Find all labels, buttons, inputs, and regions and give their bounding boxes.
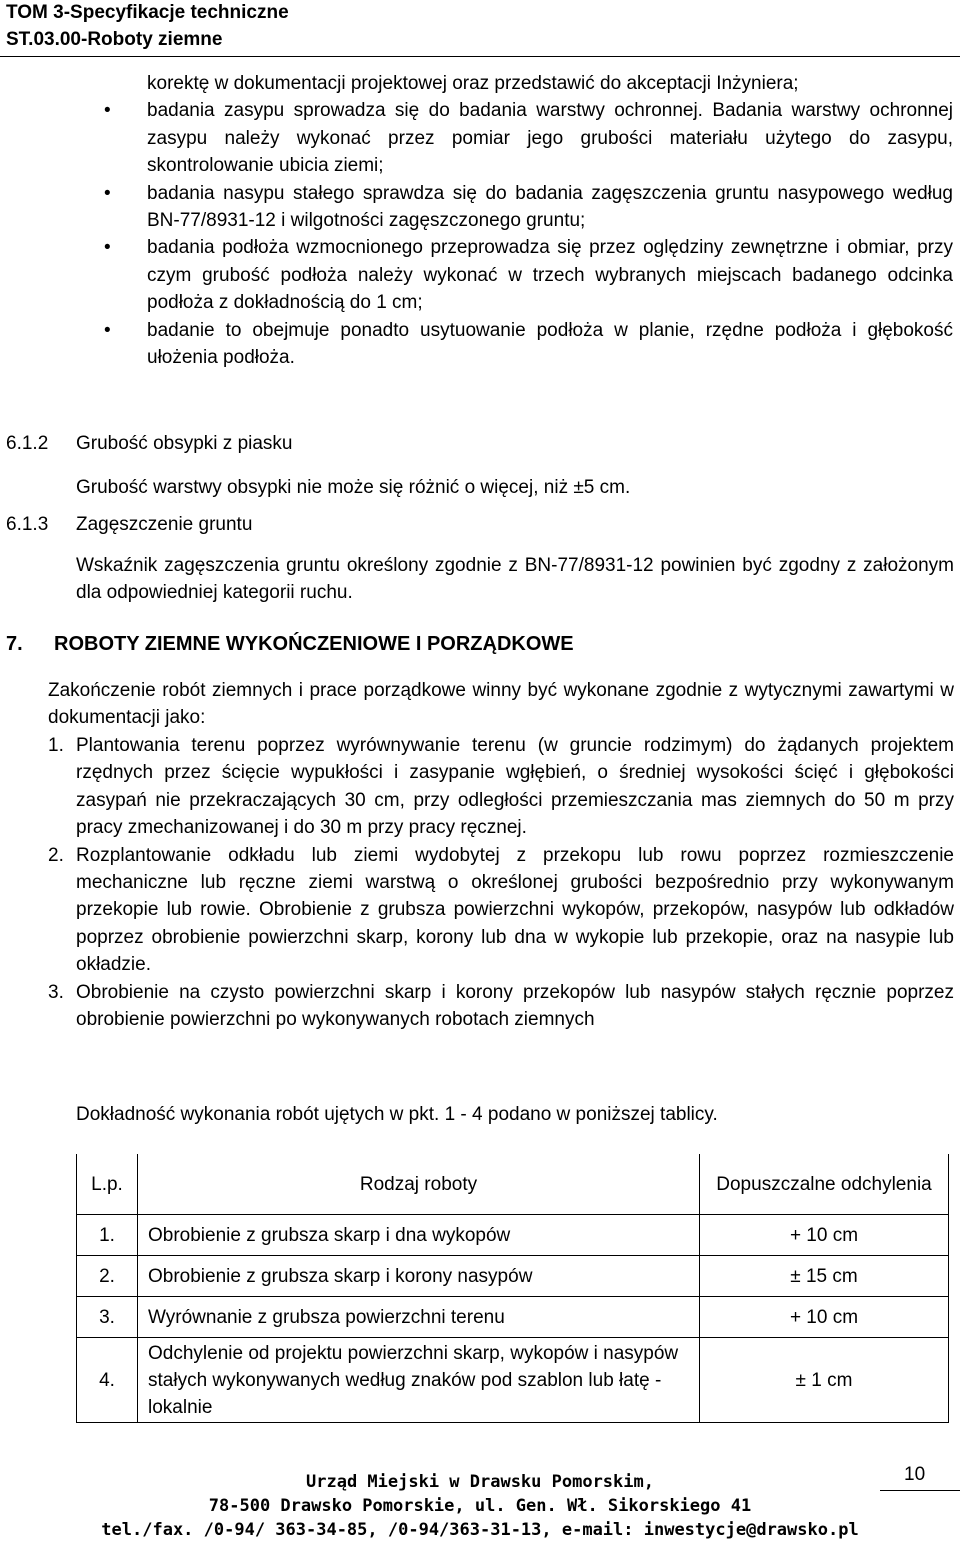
list-number: 1. bbox=[48, 735, 64, 756]
list-number: 3. bbox=[48, 981, 64, 1003]
numbered-list bbox=[48, 732, 954, 1033]
list-item bbox=[48, 842, 954, 979]
table-header-cell: L.p. bbox=[77, 1154, 138, 1215]
table-cell: 2. bbox=[77, 1256, 138, 1297]
table-cell: ± 15 cm bbox=[700, 1256, 949, 1297]
list-item bbox=[147, 70, 953, 97]
list-number: 2. bbox=[48, 844, 64, 866]
table-cell: 4. bbox=[77, 1338, 138, 1423]
paragraph: Dokładność wykonania robót ujętych w pkt. 1 - 4 podano w poniższej tablicy. bbox=[76, 1104, 718, 1125]
list-item bbox=[104, 234, 953, 316]
paragraph: Grubość warstwy obsypki nie może się różnić o więcej, niż ±5 cm. bbox=[76, 477, 631, 498]
table-row bbox=[77, 1338, 949, 1423]
paragraph: Wskaźnik zagęszczenia gruntu określony zgodnie z BN-77/8931-12 powinien być zgodny z założonym dla odpowiedniej kategorii ruchu. bbox=[76, 555, 954, 604]
table-row bbox=[77, 1297, 949, 1338]
list-item-text: Obrobienie na czysto powierzchni skarp i korony przekopów lub nasypów stałych ręcznie poprzez obrobienie powierzchni po wykonywanych robotach ziemnych bbox=[76, 981, 954, 1031]
table-header-cell: Dopuszczalne odchylenia bbox=[700, 1154, 949, 1215]
table-header-row bbox=[77, 1154, 949, 1215]
footer-address: 78-500 Drawsko Pomorskie, ul. Gen. Wł. Sikorskiego 41 bbox=[208, 1496, 752, 1516]
table-cell: Obrobienie z grubsza skarp i korony nasypów bbox=[138, 1256, 700, 1297]
table-cell: + 10 cm bbox=[700, 1297, 949, 1338]
section-number: 6.1.3 bbox=[6, 514, 49, 535]
footer-contact: tel./fax. /0-94/ 363-34-85, /0-94/363-31-13, e-mail: inwestycje@drawsko.pl bbox=[101, 1520, 859, 1540]
bullet-marker: • bbox=[104, 182, 111, 204]
bullet-marker: • bbox=[104, 237, 111, 259]
list-item-text: badanie to obejmuje ponadto usytuowanie podłoża w planie, rzędne podłoża i głębokość ułożenia podłoża. bbox=[147, 319, 953, 369]
table-cell: + 10 cm bbox=[700, 1215, 949, 1256]
section-heading: Zagęszczenie gruntu bbox=[76, 514, 253, 535]
list-item bbox=[104, 180, 953, 235]
list-item bbox=[104, 97, 953, 179]
table-row bbox=[77, 1256, 949, 1297]
chapter-title: ROBOTY ZIEMNE WYKOŃCZENIOWE I PORZĄDKOWE bbox=[54, 633, 574, 655]
table-cell: 1. bbox=[77, 1215, 138, 1256]
list-item-text: Rozplantowanie odkładu lub ziemi wydobytej z przekopu lub rowu poprzez rozmieszczenie mechaniczne lub ręczne ziemi warstwą o określonej grubości bezpośrednio przy wykonywanym przekopie lub rowie. Obrobienie z grubsza powierzchni wykopów, przekopów, nasypów lub odkładów poprzez obrobienie powierzchni skarp, korony lub dna w wykopie lub przekopie, oraz na nasypie lub okładzie. bbox=[76, 844, 954, 976]
chapter-number: 7. bbox=[6, 633, 23, 655]
page-footer bbox=[0, 1470, 960, 1542]
bullet-marker: • bbox=[104, 100, 111, 122]
bullet-list bbox=[104, 70, 953, 371]
list-item-text: Plantowania terenu poprzez wyrównywanie terenu (w gruncie rodzimym) do żądanych projektem rzędnych przez ścięcie wypukłości i zasypanie wgłębień, o średniej wysokości ścięć i głębokości zasypań nie przekraczających 30 cm, przy odległości przemieszczania mas ziemnych do 50 m przy pracy zmechanizowanej i do 30 m przy pracy ręcznej. bbox=[76, 735, 954, 839]
table-cell: Wyrównanie z grubsza powierzchni terenu bbox=[138, 1297, 700, 1338]
table-row bbox=[77, 1215, 949, 1256]
list-item bbox=[48, 732, 954, 842]
section-number: 6.1.2 bbox=[6, 433, 49, 454]
tolerance-table bbox=[76, 1154, 949, 1423]
header-divider bbox=[0, 56, 960, 57]
list-item-text: badania zasypu sprowadza się do badania warstwy ochronnej. Badania warstwy ochronnej zasypu należy wykonać przez pomiar jego grubości materiału użytego do zasypu, skontrolowanie ubicia ziemi; bbox=[147, 100, 953, 177]
table-cell: Obrobienie z grubsza skarp i dna wykopów bbox=[138, 1215, 700, 1256]
doc-spec-title: ST.03.00-Roboty ziemne bbox=[6, 29, 223, 50]
list-item-text: badania podłoża wzmocnionego przeprowadza się przez oględziny zewnętrzne i obmiar, przy czym grubość podłoża należy wykonać w trzech wybranych miejscach badanego odcinka podłoża z dokładnością do 1 cm; bbox=[147, 237, 953, 314]
list-item-text: korektę w dokumentacji projektowej oraz przedstawić do akceptacji Inżyniera; bbox=[147, 73, 799, 94]
list-item bbox=[48, 979, 954, 1034]
list-item bbox=[104, 317, 953, 372]
table-header-cell: Rodzaj roboty bbox=[138, 1154, 700, 1215]
bullet-marker: • bbox=[104, 319, 111, 341]
doc-volume-title: TOM 3-Specyfikacje techniczne bbox=[6, 2, 289, 23]
section-heading: Grubość obsypki z piasku bbox=[76, 433, 293, 454]
footer-office-name: Urząd Miejski w Drawsku Pomorskim, bbox=[306, 1472, 654, 1492]
list-item-text: badania nasypu stałego sprawdza się do badania zagęszczenia gruntu nasypowego według BN-77/8931-12 i wilgotności zagęszczonego gruntu; bbox=[147, 182, 953, 232]
table-cell: ± 1 cm bbox=[700, 1338, 949, 1423]
paragraph: Zakończenie robót ziemnych i prace porządkowe winny być wykonane zgodnie z wytycznymi zawartymi w dokumentacji jako: bbox=[48, 680, 954, 729]
page-number: 10 bbox=[904, 1464, 926, 1485]
table-cell: 3. bbox=[77, 1297, 138, 1338]
table-cell: Odchylenie od projektu powierzchni skarp, wykopów i nasypów stałych wykonywanych według znaków pod szablon lub łatę - lokalnie bbox=[138, 1338, 700, 1423]
